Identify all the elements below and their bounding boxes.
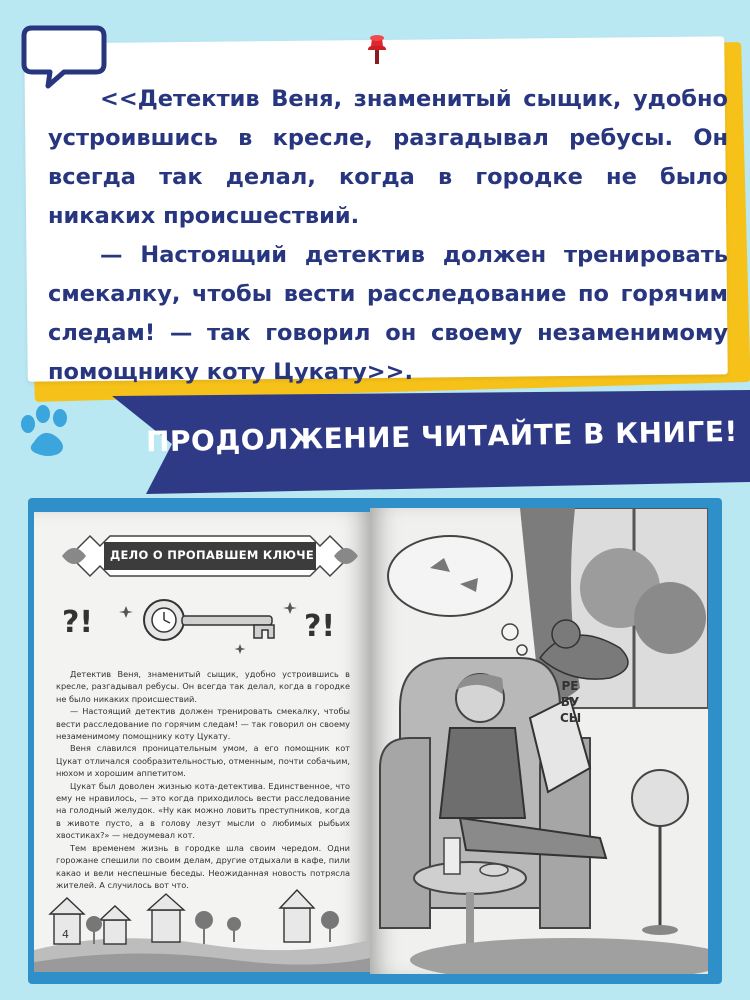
story-paragraph-5: Тем временем жизнь в городке шла своим чередом. Одни горожане спешили по своим делам, другие отдыхали в кафе, пили какао и вели неспешные беседы. Неожиданная новость потрясла жителей. А случилось вот что.: [56, 842, 350, 890]
story-paragraph-1: Детектив Веня, знаменитый сыщик, удобно устроившись в кресле, разгадывал ребусы. Он всегда так делал, когда в городке не было никаких происшествий.: [56, 669, 350, 704]
story-text: [56, 668, 350, 891]
chapter-title: ДЕЛО О ПРОПАВШЕМ КЛЮЧЕ: [109, 548, 315, 562]
svg-text:?!: ?!: [62, 605, 94, 640]
detective-illustration: [370, 508, 708, 974]
paw-print-icon: [14, 402, 78, 462]
book-page-right: [370, 508, 708, 974]
push-pin-icon: [362, 34, 392, 68]
page-number: 4: [62, 928, 69, 941]
banner-text: ПРОДОЛЖЕНИЕ ЧИТАЙТЕ В КНИГЕ!: [145, 414, 738, 459]
rebus-book-letters: РЕ БУ СЫ: [560, 679, 582, 725]
quote-text: [48, 80, 728, 392]
town-illustration: [34, 880, 370, 972]
story-paragraph-2: — Настоящий детектив должен тренировать смекалку, чтобы вести расследование по горячим следам! — так говорил он своему незаменимому помощнику коту Цукату.: [56, 706, 350, 742]
key-illustration: [54, 592, 354, 656]
quote-paragraph-2: — Настоящий детектив должен тренировать смекалку, чтобы вести расследование по горячим следам! — так говорил он своему незаменимому помощнику коту Цукату>>.: [48, 242, 728, 385]
quote-paragraph-1: <<Детектив Веня, знаменитый сыщик, удобно устроившись в кресле, разгадывал ребусы. Он всегда так делал, когда в городке не было никаких происшествий.: [48, 86, 728, 229]
story-paragraph-3: Веня славился проницательным умом, а его помощник кот Цукат отличался сообразительностью, отменным, почти собачьим, нюхом и хорошим аппетитом.: [56, 743, 350, 779]
story-paragraph-4: Цукат был доволен жизнью кота-детектива. Единственное, что ему не нравилось, — это когда приходилось вести расследование на голодный желудок. «Ну как можно ловить преступников, когда в животе пусто, а в голову лезут мысли о любимых рыбьих хвостиках?» — недоумевал кот.: [56, 780, 350, 841]
svg-text:?!: ?!: [304, 609, 336, 644]
